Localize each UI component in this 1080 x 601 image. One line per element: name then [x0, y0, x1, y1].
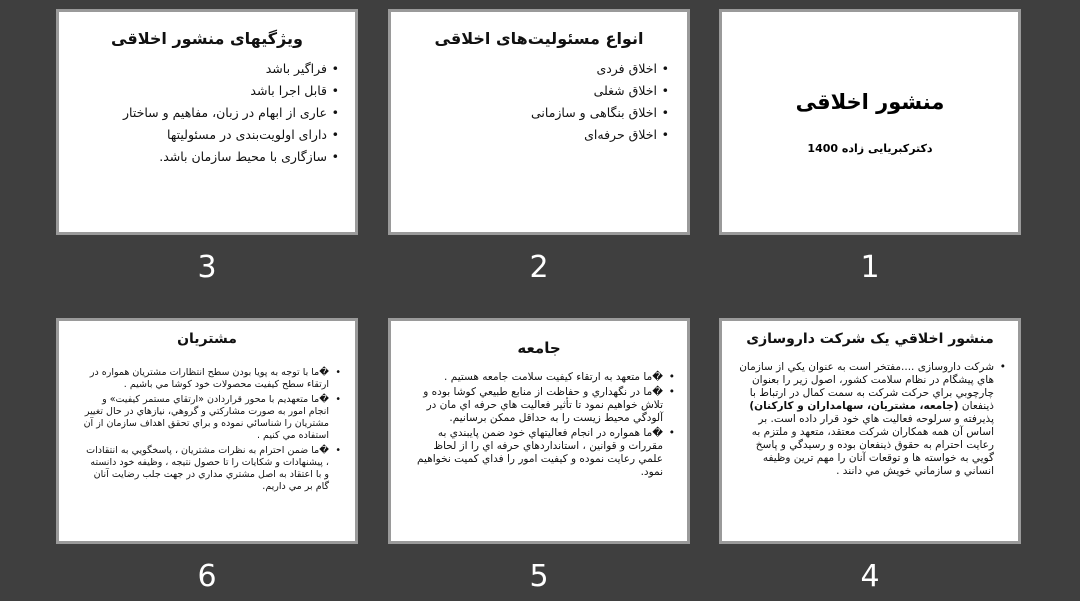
slide-title: جامعه	[517, 339, 561, 357]
slide-title: انواع مسئولیت‌های اخلاقی	[434, 29, 644, 48]
slide-number: 2	[529, 250, 549, 285]
list-item: • سازگاری با محیط سازمان باشد.	[59, 146, 339, 168]
bullet-list	[83, 367, 341, 493]
list-item: • �ما در نگهداري و حفاظت از منابع طبيعي کوشا بوده و تلاش خواهيم نمود تا تأثير فعاليت هاي حرفه اي مان در آلودگي محيط زيست را به حداقل ممکن برسانيم.	[407, 386, 675, 425]
bullet-list	[736, 361, 1006, 478]
stakeholders-text: (جامعه، مشتريان، سهامداران و کارکنان)	[749, 400, 959, 412]
list-item: • عاری از ابهام در زبان، مفاهیم و ساختار	[59, 102, 339, 124]
list-item: • �ما با توجه به پويا بودن سطح انتظارات مشتريان همواره در ارتقاء سطح کيفيت محصولات خود کوشا مي باشيم .	[83, 367, 341, 391]
list-item: • اخلاق حرفه‌ای	[391, 124, 669, 146]
slide-thumbnail-2[interactable]	[388, 9, 690, 235]
list-item: • قابل اجرا باشد	[59, 80, 339, 102]
slide-title: منشور اخلاقی	[795, 90, 945, 114]
slide-number: 4	[860, 559, 880, 594]
list-item: • اخلاق فردی	[391, 58, 669, 80]
slide-number: 1	[860, 250, 880, 285]
list-item: • �ما ضمن احترام به نظرات مشتريان ، پاسخگويي به انتقادات ، پيشنهادات و شکايات را تا حصول نتيجه ، وظيفه خود دانسته و با اعتقاد به اصل مشتري مداري در جهت جلب رضايت آنان گام بر مي داريم.	[83, 445, 341, 493]
bullet-list	[407, 371, 675, 479]
list-item: • اخلاق بنگاهی و سازمانی	[391, 102, 669, 124]
slide-thumbnail-6[interactable]	[56, 318, 358, 544]
list-item: • فراگیر باشد	[59, 58, 339, 80]
bullet-list	[59, 58, 339, 168]
slide-title: منشور اخلاقي يک شرکت داروسازی	[746, 331, 994, 347]
slide-number: 5	[529, 559, 549, 594]
list-item	[736, 361, 1006, 478]
slide-thumbnail-3[interactable]	[56, 9, 358, 235]
slide-number: 6	[197, 559, 217, 594]
list-item: • �ما همواره در انجام فعاليتهاي خود ضمن پايبندي به مقررات و قوانين ، استانداردهاي حرفه اي را از لحاظ علمي رعايت نموده و کيفيت امور را فداي کميت نخواهيم نمود.	[407, 427, 675, 479]
bullet-list	[391, 58, 669, 146]
slide-thumbnail-4[interactable]	[719, 318, 1021, 544]
slide-title: ویژگیهای منشور اخلاقی	[111, 29, 303, 48]
slide-number: 3	[197, 250, 217, 285]
body-text: شرکت داروسازی ....مفتخر است به عنوان يکي از سازمان هاي پيشگام در نظام سلامت کشور، اصول زير را بعنوان چارچوبي براي حرکت شرکت به سمت کمال در ارتباط با ذينفعان	[739, 361, 994, 412]
body-text: پذيرفته و سرلوحه فعاليت هاي خود قرار داده است. بر اساس آن همه همکاران شرکت معتقد، متعهد و ملتزم به رعايت احترام به حقوق ذينفعان بوده و رسيدگي و پاسخ گويي به خواسته ها و توقعات آنان را مهم ترين وظيفه انساني و سازماني خويش مي دانند .	[751, 413, 994, 477]
slide-thumbnail-1[interactable]	[719, 9, 1021, 235]
slide-thumbnail-5[interactable]	[388, 318, 690, 544]
list-item: • �ما متعهديم با محور قراردادن «ارتقاي مستمر کيفيت» و انجام امور به صورت مشارکتي و گروهي، نيازهاي در حال تغيير مشتريان را شناسائي نموده و براي تحقق اهداف سازمان از آن استفاده مي کنيم .	[83, 394, 341, 442]
slide-title: مشتريان	[177, 331, 237, 347]
list-item: • اخلاق شغلی	[391, 80, 669, 102]
slide-subtitle: دکترکبریایی زاده 1400	[807, 142, 933, 155]
list-item: • �ما متعهد به ارتقاء کيفيت سلامت جامعه هستيم .	[407, 371, 675, 384]
list-item: • دارای اولویت‌بندی در مسئولیتها	[59, 124, 339, 146]
